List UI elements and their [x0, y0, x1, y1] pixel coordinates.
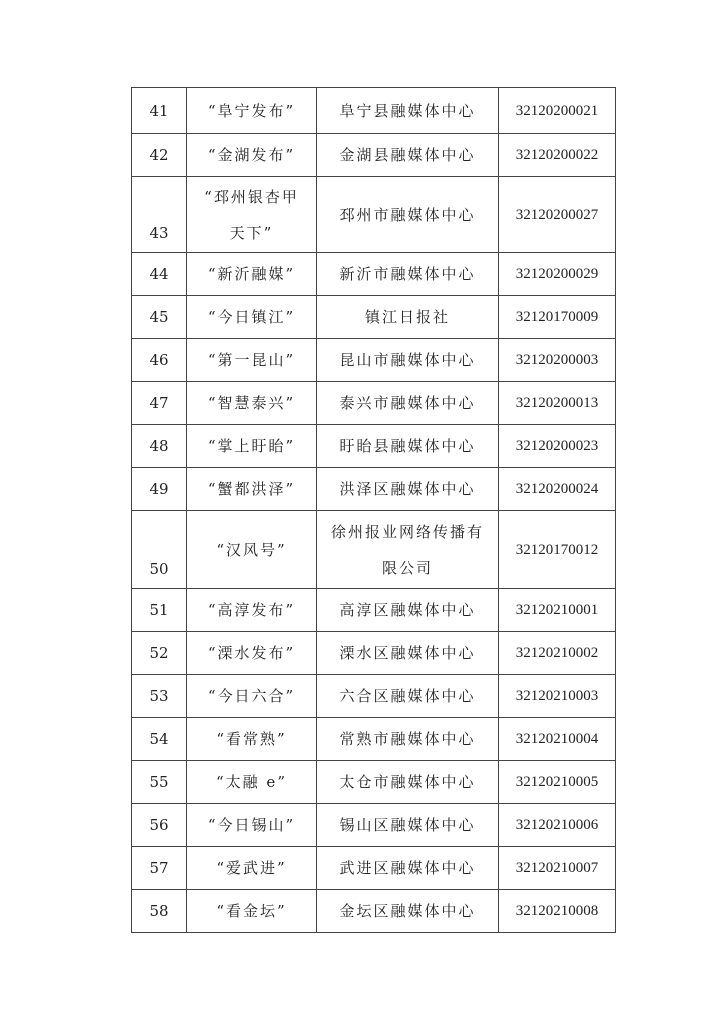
- table-row: [132, 761, 616, 804]
- account-name: “今日锡山”: [187, 804, 317, 847]
- registration-id: 32120200027: [499, 177, 616, 253]
- row-number: 47: [132, 382, 187, 425]
- row-number: 45: [132, 296, 187, 339]
- account-name: “掌上盱眙”: [187, 425, 317, 468]
- organization: 溧水区融媒体中心: [317, 632, 499, 675]
- registration-id: 32120200013: [499, 382, 616, 425]
- registration-id: 32120200029: [499, 253, 616, 296]
- organization: 武进区融媒体中心: [317, 847, 499, 890]
- organization: 泰兴市融媒体中心: [317, 382, 499, 425]
- registration-id: 32120200024: [499, 468, 616, 511]
- account-name: “爱武进”: [187, 847, 317, 890]
- organization: 六合区融媒体中心: [317, 675, 499, 718]
- account-name-text: “邳州银杏甲天下”: [204, 187, 299, 242]
- registration-id: 32120210003: [499, 675, 616, 718]
- row-number: 42: [132, 134, 187, 177]
- table-row: [132, 632, 616, 675]
- organization: 锡山区融媒体中心: [317, 804, 499, 847]
- organization: 常熟市融媒体中心: [317, 718, 499, 761]
- account-name: [187, 177, 317, 253]
- account-name: “新沂融媒”: [187, 253, 317, 296]
- table-row: [132, 718, 616, 761]
- row-number: 52: [132, 632, 187, 675]
- registration-id: 32120200003: [499, 339, 616, 382]
- organization: [317, 511, 499, 589]
- registry-table: [131, 87, 616, 933]
- registration-id: 32120210005: [499, 761, 616, 804]
- registration-id: 32120210004: [499, 718, 616, 761]
- table-row: [132, 675, 616, 718]
- row-number: 46: [132, 339, 187, 382]
- account-name: “高淳发布”: [187, 589, 317, 632]
- row-number: 48: [132, 425, 187, 468]
- table-row: [132, 511, 616, 589]
- account-name: “智慧泰兴”: [187, 382, 317, 425]
- table-row: [132, 134, 616, 177]
- row-number: 57: [132, 847, 187, 890]
- row-number: 51: [132, 589, 187, 632]
- table-row: [132, 339, 616, 382]
- account-name: “第一昆山”: [187, 339, 317, 382]
- table-row: [132, 890, 616, 933]
- table-row: [132, 382, 616, 425]
- registration-id: 32120210001: [499, 589, 616, 632]
- row-number: 44: [132, 253, 187, 296]
- registration-id: 32120200021: [499, 88, 616, 134]
- account-name: “看常熟”: [187, 718, 317, 761]
- organization-text: 徐州报业网络传播有限公司: [330, 522, 484, 577]
- table-row: [132, 804, 616, 847]
- table-row: [132, 425, 616, 468]
- account-name: “金湖发布”: [187, 134, 317, 177]
- table-row: [132, 847, 616, 890]
- table-row: [132, 296, 616, 339]
- registration-id: 32120210008: [499, 890, 616, 933]
- organization: 昆山市融媒体中心: [317, 339, 499, 382]
- account-name: “汉风号”: [187, 511, 317, 589]
- organization: 镇江日报社: [317, 296, 499, 339]
- registration-id: 32120170009: [499, 296, 616, 339]
- row-number: 43: [132, 177, 187, 253]
- registration-id: 32120200023: [499, 425, 616, 468]
- account-name: “今日镇江”: [187, 296, 317, 339]
- organization: 盱眙县融媒体中心: [317, 425, 499, 468]
- table-row: [132, 468, 616, 511]
- organization: 金坛区融媒体中心: [317, 890, 499, 933]
- account-name: “蟹都洪泽”: [187, 468, 317, 511]
- organization: 阜宁县融媒体中心: [317, 88, 499, 134]
- row-number: 50: [132, 511, 187, 589]
- organization: 金湖县融媒体中心: [317, 134, 499, 177]
- registration-id: 32120200022: [499, 134, 616, 177]
- table-row: [132, 589, 616, 632]
- registration-id: 32120170012: [499, 511, 616, 589]
- row-number: 56: [132, 804, 187, 847]
- organization: 高淳区融媒体中心: [317, 589, 499, 632]
- table-row: [132, 253, 616, 296]
- table-row: [132, 177, 616, 253]
- row-number: 41: [132, 88, 187, 134]
- organization: 邳州市融媒体中心: [317, 177, 499, 253]
- table-row: [132, 88, 616, 134]
- registration-id: 32120210006: [499, 804, 616, 847]
- organization: 新沂市融媒体中心: [317, 253, 499, 296]
- registration-id: 32120210007: [499, 847, 616, 890]
- row-number: 54: [132, 718, 187, 761]
- organization: 洪泽区融媒体中心: [317, 468, 499, 511]
- account-name: “太融 e”: [187, 761, 317, 804]
- row-number: 49: [132, 468, 187, 511]
- row-number: 58: [132, 890, 187, 933]
- account-name: “溧水发布”: [187, 632, 317, 675]
- account-name: “阜宁发布”: [187, 88, 317, 134]
- row-number: 53: [132, 675, 187, 718]
- account-name: “看金坛”: [187, 890, 317, 933]
- row-number: 55: [132, 761, 187, 804]
- organization: 太仓市融媒体中心: [317, 761, 499, 804]
- account-name: “今日六合”: [187, 675, 317, 718]
- registration-id: 32120210002: [499, 632, 616, 675]
